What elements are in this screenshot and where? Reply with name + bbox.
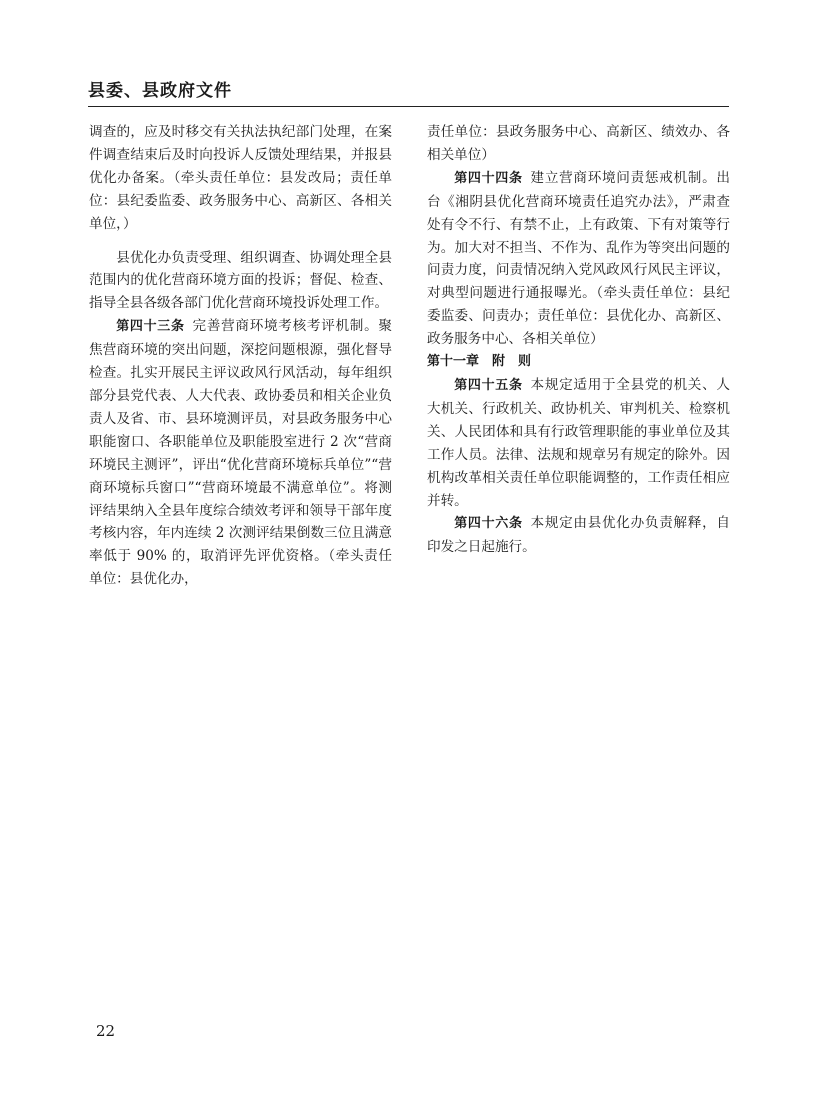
paragraph-continuation-right: 责任单位：县政务服务中心、高新区、绩效办、各相关单位） — [427, 124, 730, 163]
left-column — [89, 121, 392, 591]
article-45-body: 本规定适用于全县党的机关、人大机关、行政机关、政协机关、审判机关、检察机关、人民团体和具有行政管理职能的事业单位及其工作人员。法律、法规和规章另有规定的除外。因机构改革相关责任单位职能调整的，工作责任相应并转。 — [427, 376, 730, 509]
article-46-title: 第四十六条 — [454, 516, 523, 532]
article-43 — [89, 315, 392, 591]
article-44-title: 第四十四条 — [454, 170, 523, 186]
article-46-body: 本规定由县优化办负责解释，自印发之日起施行。 — [427, 515, 730, 556]
article-43-body: 完善营商环境考核考评机制。聚焦营商环境的突出问题，深挖问题根源，强化督导检查。扎实开展民主评议政风行风活动，每年组织部分县党代表、人大代表、政协委员和相关企业负责人及省、市、县环境测评员，对县政务服务中心职能窗口、各职能单位及职能股室进行 2 次“营商环境民主测评”，评出“优化营商环境标兵单位”“营商环境标兵窗口”“营商环境最不满意单位”。将测评结果纳入全县年度综合绩效考评和领导干部年度考核内容，年内连续 2 次测评结果倒数三位且满意率低于 90% 的，取消评先评优资格。（牵头责任单位：县优化办， — [89, 318, 392, 588]
paragraph-continuation: 调查的，应及时移交有关执法执纪部门处理，在案件调查结束后及时向投诉人反馈处理结果，并报县优化办备案。（牵头责任单位：县发改局；责任单位：县纪委监委、政务服务中心、高新区、各相关单位，） — [89, 124, 392, 232]
article-44-body: 建立营商环境问责惩戒机制。出台《湘阴县优化营商环境责任追究办法》，严肃查处有令不行、有禁不止，上有政策、下有对策等行为。加大对不担当、不作为、乱作为等突出问题的问责力度，问责情况纳入党风政风行风民主评议，对典型问题进行通报曝光。（牵头责任单位：县纪委监委、问责办；责任单位：县优化办、高新区、政务服务中心、各相关单位） — [427, 169, 730, 348]
article-43-title: 第四十三条 — [116, 319, 185, 335]
article-45 — [427, 374, 730, 512]
article-44 — [427, 167, 730, 351]
article-46 — [427, 512, 730, 559]
chapter-11-heading: 第十一章 附 则 — [427, 354, 532, 370]
header-title: 县委、县政府文件 — [88, 81, 232, 101]
article-45-title: 第四十五条 — [454, 377, 523, 393]
right-column — [427, 121, 730, 559]
page-number: 22 — [96, 1022, 116, 1040]
document-header — [88, 80, 729, 107]
paragraph-complaint-handling: 县优化办负责受理、组织调查、协调处理全县范围内的优化营商环境方面的投诉；督促、检查、指导全县各级各部门优化营商环境投诉处理工作。 — [89, 249, 392, 312]
